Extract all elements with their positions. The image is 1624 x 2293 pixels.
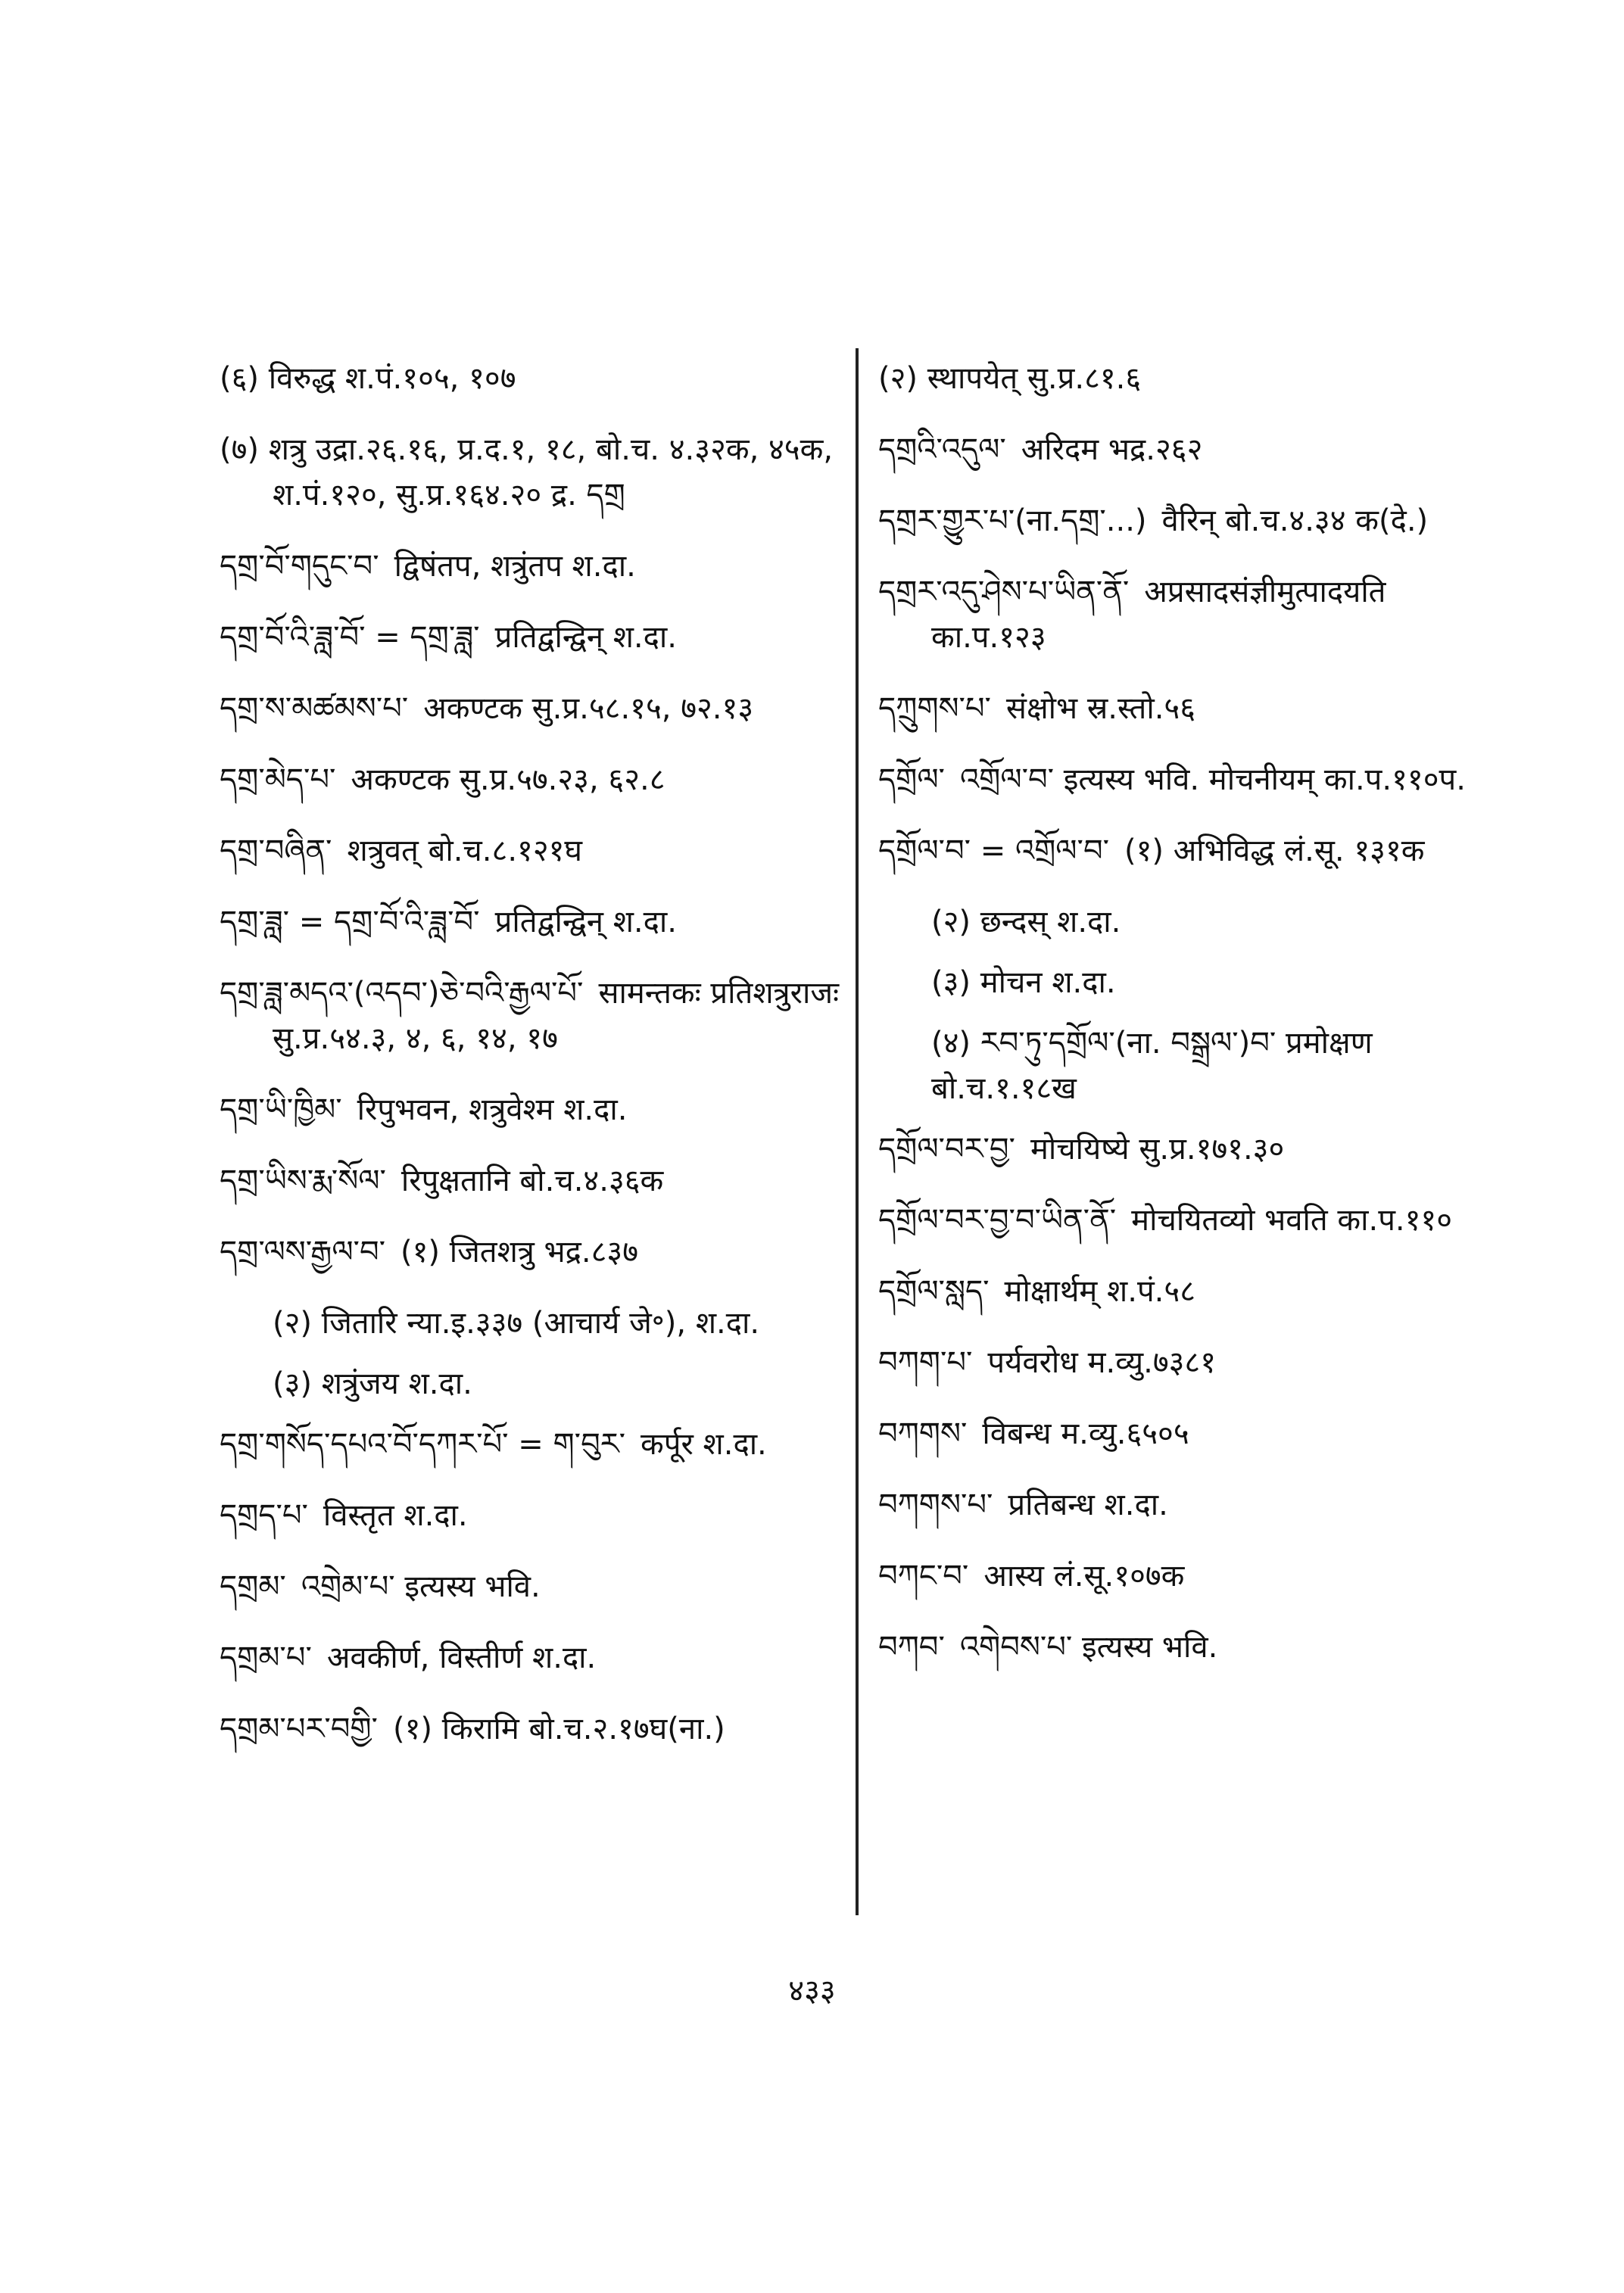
dictionary-entry <box>220 1706 840 1752</box>
entry-definition: འགེབས་པ་ इत्यस्य भवि. <box>959 1630 1218 1665</box>
entry-definition: रिपुभवन, शत्रुवेश्म श.दा. <box>357 1092 628 1127</box>
dictionary-entry <box>878 427 1469 472</box>
entry-headword: དགྲོལ་སླད་ <box>878 1274 990 1309</box>
entry-definition: འགྲེམ་པ་ इत्यस्य भवि. <box>301 1569 541 1604</box>
dictionary-entry <box>878 498 1469 544</box>
right-column <box>878 356 1469 1696</box>
dictionary-entry <box>878 960 1469 1005</box>
entry-definition: द्विषंतप, शत्रुंतप श.दा. <box>394 549 636 584</box>
entry-headword: དགྲར་འདུ་ཤེས་པ་ཡིན་ནོ་ <box>878 575 1130 609</box>
entry-headword: དགྲད་པ་ <box>220 1498 308 1533</box>
dictionary-entry <box>878 1553 1469 1599</box>
entry-definition: प्रतिद्वन्द्विन् श.दा. <box>494 620 677 655</box>
column-divider <box>856 348 859 1915</box>
entry-headword: དགྲམ་པ་ <box>220 1640 312 1675</box>
entry-definition: सामन्तकः प्रतिशत्रुराजः सु.प्र.५४.३, ४, ६, १४, १७ <box>273 976 840 1056</box>
dictionary-entry <box>220 1493 840 1538</box>
entry-definition: (६) विरुद्ध श.पं.१०५, १०७ <box>220 361 516 396</box>
dictionary-entry <box>220 1564 840 1609</box>
entry-definition: (१) किरामि बो.च.२.१७घ(ना.) <box>392 1712 725 1746</box>
entry-definition: (२) जितारि न्या.इ.३३७ (आचार्य जे॰), श.दा. <box>273 1306 760 1341</box>
entry-definition: (२) छन्दस् श.दा. <box>931 905 1121 939</box>
entry-headword: དགྲམ་པར་བགྱི་ <box>220 1712 378 1746</box>
entry-definition: प्रतिबन्ध श.दा. <box>1008 1488 1168 1522</box>
entry-headword: དགྲ་ལས་རྒྱལ་བ་ <box>220 1235 385 1270</box>
dictionary-entry <box>878 569 1469 660</box>
entry-headword: བཀགས་པ་ <box>878 1488 993 1522</box>
entry-definition: विस्तृत श.दा. <box>323 1498 468 1533</box>
entry-headword: དགྲ་བཞིན་ <box>220 833 332 868</box>
dictionary-entry <box>878 1411 1469 1456</box>
dictionary-entry <box>878 1126 1469 1172</box>
dictionary-entry <box>220 356 840 401</box>
dictionary-entry <box>878 1020 1469 1111</box>
left-column <box>220 356 840 1777</box>
entry-headword: དཀྲུགས་པ་ <box>878 691 991 726</box>
entry-definition: (३) मोचन श.दा. <box>931 965 1116 1000</box>
dictionary-entry <box>220 1229 840 1275</box>
entry-headword: དགྲམ་ <box>220 1569 286 1604</box>
dictionary-entry <box>878 757 1469 802</box>
entry-definition: विबन्ध म.व्यु.६५०५ <box>982 1416 1189 1451</box>
entry-definition: वैरिन् बो.च.४.३४ क(दे.) <box>1161 503 1429 538</box>
entry-headword: དགྲ་གསོད་དཔའ་བོ་དཀར་པོ་ = ག་བུར་ <box>220 1427 626 1462</box>
entry-definition: अकण्टक सु.प्र.५७.२३, ६२.८ <box>351 762 665 797</box>
entry-headword: དགྲ་ཡིས་རྨ་སོལ་ <box>220 1164 386 1198</box>
dictionary-entry <box>220 544 840 589</box>
dictionary-entry <box>220 1635 840 1681</box>
dictionary-entry <box>878 356 1469 401</box>
entry-definition: आस्य लं.सू.१०७क <box>983 1559 1185 1594</box>
entry-definition: मोचयितव्यो भवति का.प.११० <box>1131 1203 1453 1238</box>
dictionary-entry <box>220 686 840 731</box>
entry-definition: मोचयिष्ये सु.प्र.१७१.३० <box>1030 1132 1285 1167</box>
entry-definition: प्रतिद्वन्द्विन् श.दा. <box>494 905 677 939</box>
dictionary-entry <box>878 1625 1469 1670</box>
entry-headword: དགྲོལ་བར་བྱ་ <box>878 1132 1015 1167</box>
dictionary-entry <box>878 1340 1469 1385</box>
dictionary-entry <box>878 899 1469 945</box>
entry-headword: དགྲ་བོ་འི་ཟླ་བོ་ = དགྲ་ཟླ་ <box>220 620 480 655</box>
entry-definition: (१) जितशत्रु भद्र.८३७ <box>401 1235 639 1270</box>
dictionary-entry <box>878 828 1469 874</box>
dictionary-entry <box>220 1361 840 1407</box>
entry-headword: དགྲོལ་བ་ = འགྲོལ་བ་ <box>878 833 1109 868</box>
entry-headword: དགྲ་ས་མཚམས་པ་ <box>220 691 409 726</box>
entry-definition: अप्रसादसंज्ञीमुत्पादयति का.प.१२३ <box>931 575 1386 655</box>
entry-definition: संक्षोभ स्र.स्तो.५६ <box>1005 691 1196 726</box>
dictionary-entry <box>220 970 840 1061</box>
entry-definition: रिपुक्षतानि बो.च.४.३६क <box>401 1164 664 1198</box>
entry-headword: བཀགས་ <box>878 1416 968 1451</box>
dictionary-entry <box>220 615 840 660</box>
entry-headword: བཀང་བ་ <box>878 1559 969 1594</box>
entry-headword: དགྲ་ཟླ་ = དགྲ་བོ་འི་ཟླ་བོ་ <box>220 905 480 939</box>
dictionary-entry <box>220 1158 840 1204</box>
dictionary-entry <box>878 1198 1469 1243</box>
entry-definition: मोक्षार्थम् श.पं.५८ <box>1004 1274 1195 1309</box>
dictionary-entry <box>220 1301 840 1346</box>
dictionary-entry <box>220 828 840 874</box>
entry-definition: शत्रुवत् बो.च.८.१२१घ <box>347 833 583 868</box>
entry-headword: བཀག་པ་ <box>878 1345 973 1380</box>
dictionary-entry <box>220 899 840 945</box>
entry-headword: དགྲར་གྱུར་པ་(ना.དགྲ་...) <box>878 503 1147 538</box>
dictionary-entry <box>878 1269 1469 1314</box>
entry-headword: དགྲ་མེད་པ་ <box>220 762 336 797</box>
entry-definition: अकण्टक सु.प्र.५८.१५, ७२.१३ <box>423 691 754 726</box>
entry-definition: (१) अभिविद्ध लं.सू. १३१क <box>1124 833 1425 868</box>
dictionary-entry <box>220 427 840 518</box>
entry-definition: འགྲོལ་བ་ इत्यस्य भवि. मोचनीयम् का.प.११०प. <box>959 762 1466 797</box>
entry-definition: (३) शत्रुंजय श.दा. <box>273 1366 472 1401</box>
entry-definition: (४) རབ་ཏུ་དགྲོལ་(ना. བསྒྲལ་)བ་ प्रमोक्षण बो.च.१.१८ख <box>931 1026 1373 1106</box>
dictionary-entry <box>220 1422 840 1467</box>
entry-definition: पर्यवरोध म.व्यु.७३८१ <box>987 1345 1217 1380</box>
entry-definition: अरिदम भद्र.२६२ <box>1021 432 1203 467</box>
dictionary-entry <box>220 757 840 802</box>
entry-headword: དགྲ་ཡི་ཁྱིམ་ <box>220 1092 342 1127</box>
entry-headword: དགྲ་བོ་གདུང་བ་ <box>220 549 379 584</box>
entry-definition: अवकीर्ण, विस्तीर्ण श.दा. <box>326 1640 597 1675</box>
entry-headword: དགྲའི་འདུལ་ <box>878 432 1006 467</box>
entry-headword: དགྲ་ཟླ་མདའ་(འདབ་)ཅེ་བའི་རྒྱལ་པོ་ <box>220 976 584 1011</box>
entry-headword: བཀབ་ <box>878 1630 945 1665</box>
entry-definition: (७) शत्रु उद्रा.२६.१६, प्र.द.१, १८, बो.च. ४.३२क, ४५क, श.पं.१२०, सु.प्र.१६४.२० द्र. དགྲ <box>220 432 834 512</box>
dictionary-entry <box>878 686 1469 731</box>
dictionary-entry <box>220 1087 840 1132</box>
entry-headword: དགྲོལ་ <box>878 762 945 797</box>
page-number: ४३३ <box>788 1974 836 2008</box>
entry-headword: དགྲོལ་བར་བྱ་བ་ཡིན་ནོ་ <box>878 1203 1117 1238</box>
entry-definition: कर्पूर श.दा. <box>641 1427 767 1462</box>
entry-definition: (२) स्थापयेत् सु.प्र.८१.६ <box>878 361 1142 396</box>
dictionary-entry <box>878 1482 1469 1528</box>
